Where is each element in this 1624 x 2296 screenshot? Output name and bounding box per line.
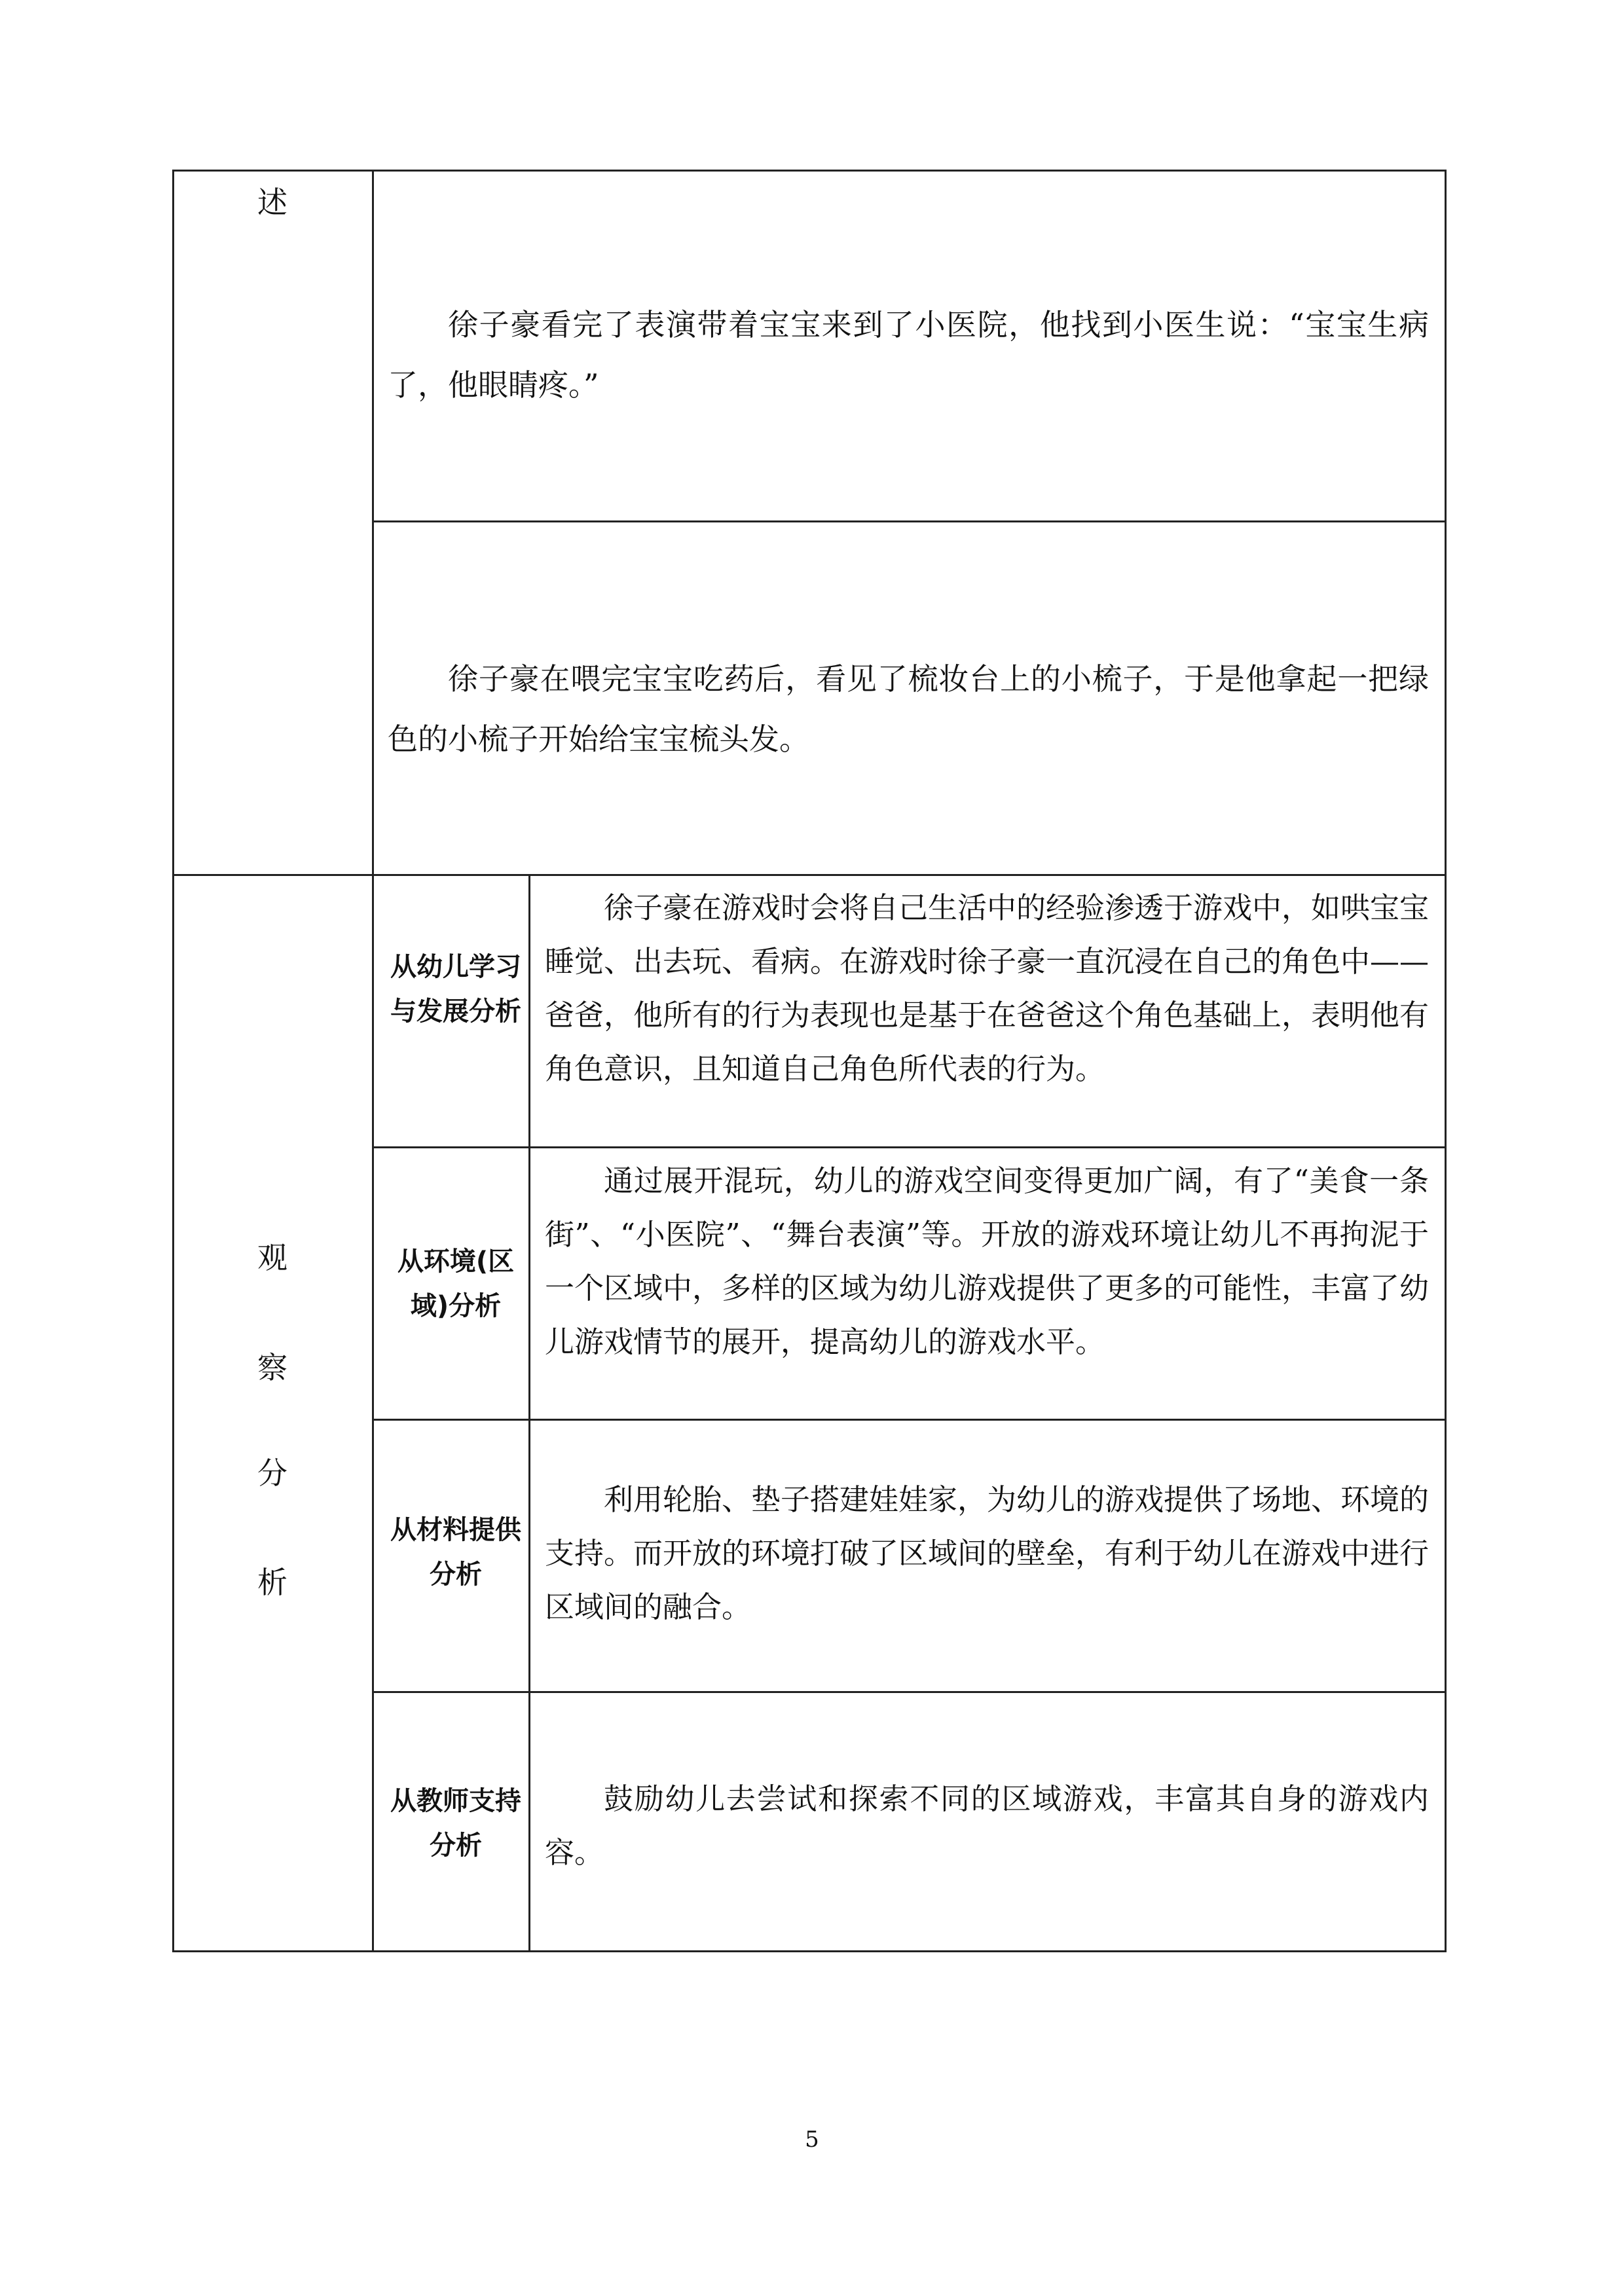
analysis-row-text: 鼓励幼儿去尝试和探索不同的区域游戏，丰富其自身的游戏内容。 <box>545 1781 1429 1870</box>
section-label-char: 分 <box>257 1455 287 1491</box>
narrative-paragraph: 徐子豪看完了表演带着宝宝来到了小医院，他找到小医生说：“宝宝生病了，他眼睛疼。” <box>388 307 1429 403</box>
analysis-row-divider-3 <box>372 1691 1447 1693</box>
section-label-char: 察 <box>257 1350 287 1385</box>
table-right-border <box>1445 170 1447 1952</box>
narrative-row-divider <box>372 520 1447 522</box>
analysis-row-label: 从教师支持分析 <box>390 1786 521 1861</box>
analysis-row-divider-2 <box>372 1419 1447 1421</box>
section-divider <box>172 874 1447 876</box>
table-top-border <box>172 170 1447 172</box>
table-left-border <box>172 170 174 1952</box>
table-column-divider <box>372 170 374 1952</box>
section-label-char: 观 <box>257 1240 287 1275</box>
section-label-description: 述 <box>257 185 287 220</box>
analysis-column-divider <box>528 874 530 1952</box>
analysis-row-text: 利用轮胎、垫子搭建娃娃家，为幼儿的游戏提供了场地、环境的支持。而开放的环境打破了区域间的壁垒，有利于幼儿在游戏中进行区域间的融合。 <box>545 1482 1430 1624</box>
table-bottom-border <box>172 1950 1447 1952</box>
narrative-paragraph: 徐子豪在喂完宝宝吃药后，看见了梳妆台上的小梳子，于是他拿起一把绿色的小梳子开始给宝宝梳头发。 <box>388 661 1429 757</box>
page-number: 5 <box>805 2126 819 2153</box>
analysis-row-text: 徐子豪在游戏时会将自己生活中的经验渗透于游戏中，如哄宝宝睡觉、出去玩、看病。在游戏时徐子豪一直沉浸在自己的角色中——爸爸，他所有的行为表现也是基于在爸爸这个角色基础上，表明他有角色意识，且知道自己角色所代表的行为。 <box>545 890 1430 1086</box>
analysis-row-text: 通过展开混玩，幼儿的游戏空间变得更加广阔，有了“美食一条街”、“小医院”、“舞台表演”等。开放的游戏环境让幼儿不再拘泥于一个区域中，多样的区域为幼儿游戏提供了更多的可能性，丰富了幼儿游戏情节的展开，提高幼儿的游戏水平。 <box>545 1163 1430 1359</box>
section-label-char: 析 <box>257 1565 287 1600</box>
analysis-row-label: 从材料提供分析 <box>390 1515 521 1590</box>
analysis-row-label: 从幼儿学习与发展分析 <box>390 952 521 1027</box>
analysis-row-label: 从环境(区域)分析 <box>397 1247 515 1321</box>
analysis-row-divider-1 <box>372 1146 1447 1148</box>
